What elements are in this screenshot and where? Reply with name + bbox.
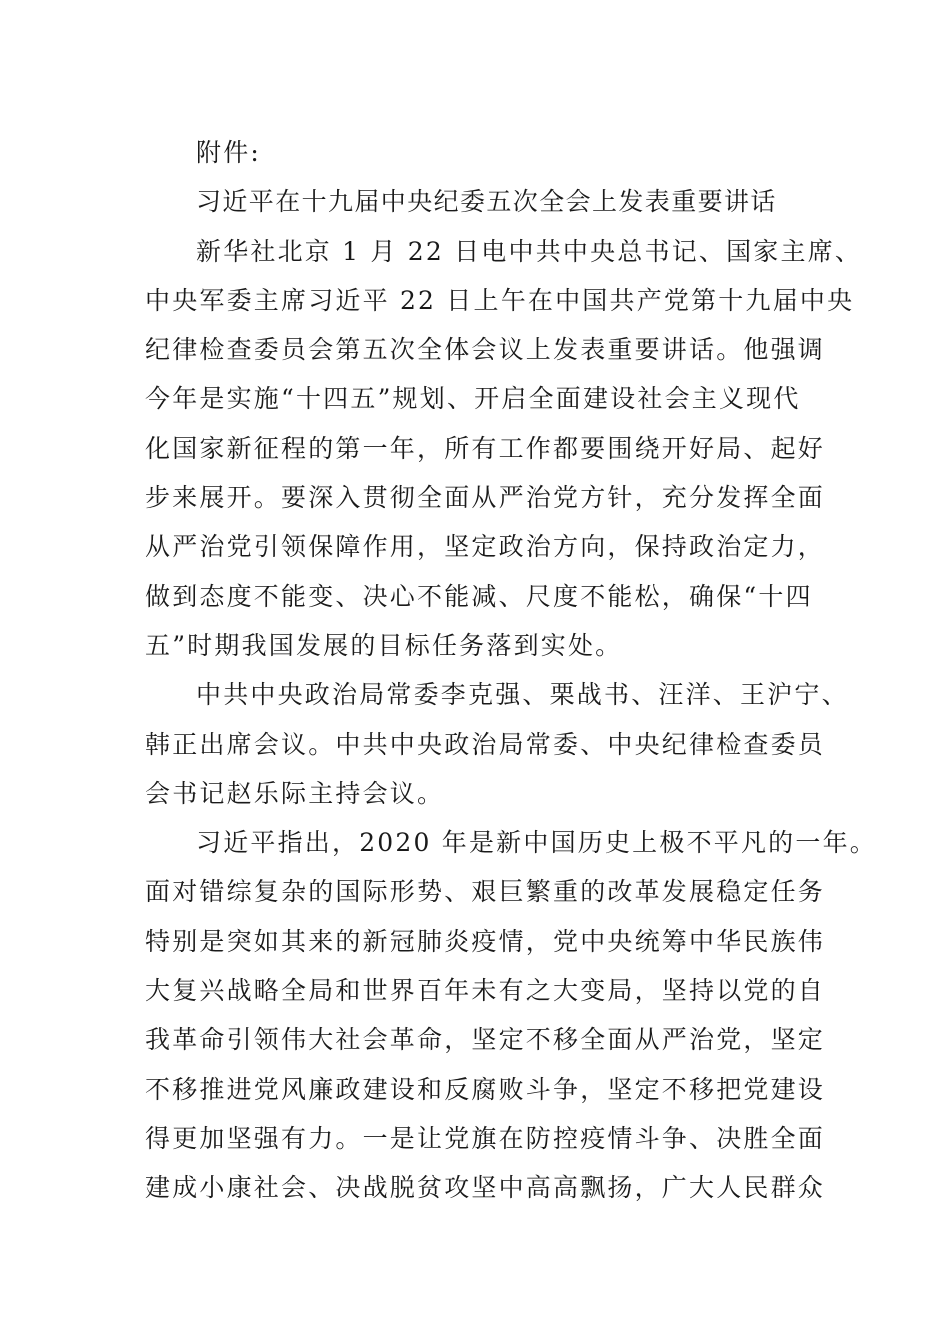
paragraph-1-line-6: 步来展开。要深入贯彻全面从严治党方针，充分发挥全面 xyxy=(145,483,826,513)
paragraph-1-line-5: 化国家新征程的第一年，所有工作都要围绕开好局、起好 xyxy=(145,433,826,463)
paragraph-3-line-6: 不移推进党风廉政建设和反腐败斗争，坚定不移把党建设 xyxy=(145,1074,826,1104)
paragraph-3-line-2: 面对错综复杂的国际形势、艰巨繁重的改革发展稳定任务 xyxy=(145,877,826,907)
paragraph-1-line-8: 做到态度不能变、决心不能减、尺度不能松，确保“十四 xyxy=(145,581,813,611)
paragraph-2-line-2: 韩正出席会议。中共中央政治局常委、中央纪律检查委员 xyxy=(145,729,826,759)
paragraph-1-line-7: 从严治党引领保障作用，坚定政治方向，保持政治定力， xyxy=(145,532,826,562)
paragraph-3-line-3: 特别是突如其来的新冠肺炎疫情，党中央统筹中华民族伟 xyxy=(145,926,826,956)
document-body xyxy=(145,128,877,1213)
paragraph-2-line-3: 会书记赵乐际主持会议。 xyxy=(145,778,445,808)
attachment-label: 附件: xyxy=(196,138,262,167)
paragraph-1-line-2: 中央军委主席习近平 22 日上午在中国共产党第十九届中央 xyxy=(145,285,855,315)
paragraph-1-line-9: 五”时期我国发展的目标任务落到实处。 xyxy=(145,630,623,660)
paragraph-3-line-7: 得更加坚强有力。一是让党旗在防控疫情斗争、决胜全面 xyxy=(145,1123,826,1153)
paragraph-1-line-3: 纪律检查委员会第五次全体会议上发表重要讲话。他强调 xyxy=(145,335,826,365)
paragraph-1-line-4: 今年是实施“十四五”规划、开启全面建设社会主义现代 xyxy=(145,384,801,414)
document-headline: 习近平在十九届中央纪委五次全会上发表重要讲话 xyxy=(196,187,777,217)
paragraph-2-line-1: 中共中央政治局常委李克强、栗战书、汪洋、王沪宁、 xyxy=(196,680,849,710)
paragraph-3-line-5: 我革命引领伟大社会革命，坚定不移全面从严治党，坚定 xyxy=(145,1025,826,1055)
paragraph-1-line-1: 新华社北京 1 月 22 日电中共中央总书记、国家主席、 xyxy=(196,236,863,266)
paragraph-3-line-4: 大复兴战略全局和世界百年未有之大变局，坚持以党的自 xyxy=(145,976,826,1006)
paragraph-3-line-1: 习近平指出，2020 年是新中国历史上极不平凡的一年。 xyxy=(196,828,877,858)
paragraph-3-line-8: 建成小康社会、决战脱贫攻坚中高高飘扬，广大人民群众 xyxy=(145,1173,826,1203)
